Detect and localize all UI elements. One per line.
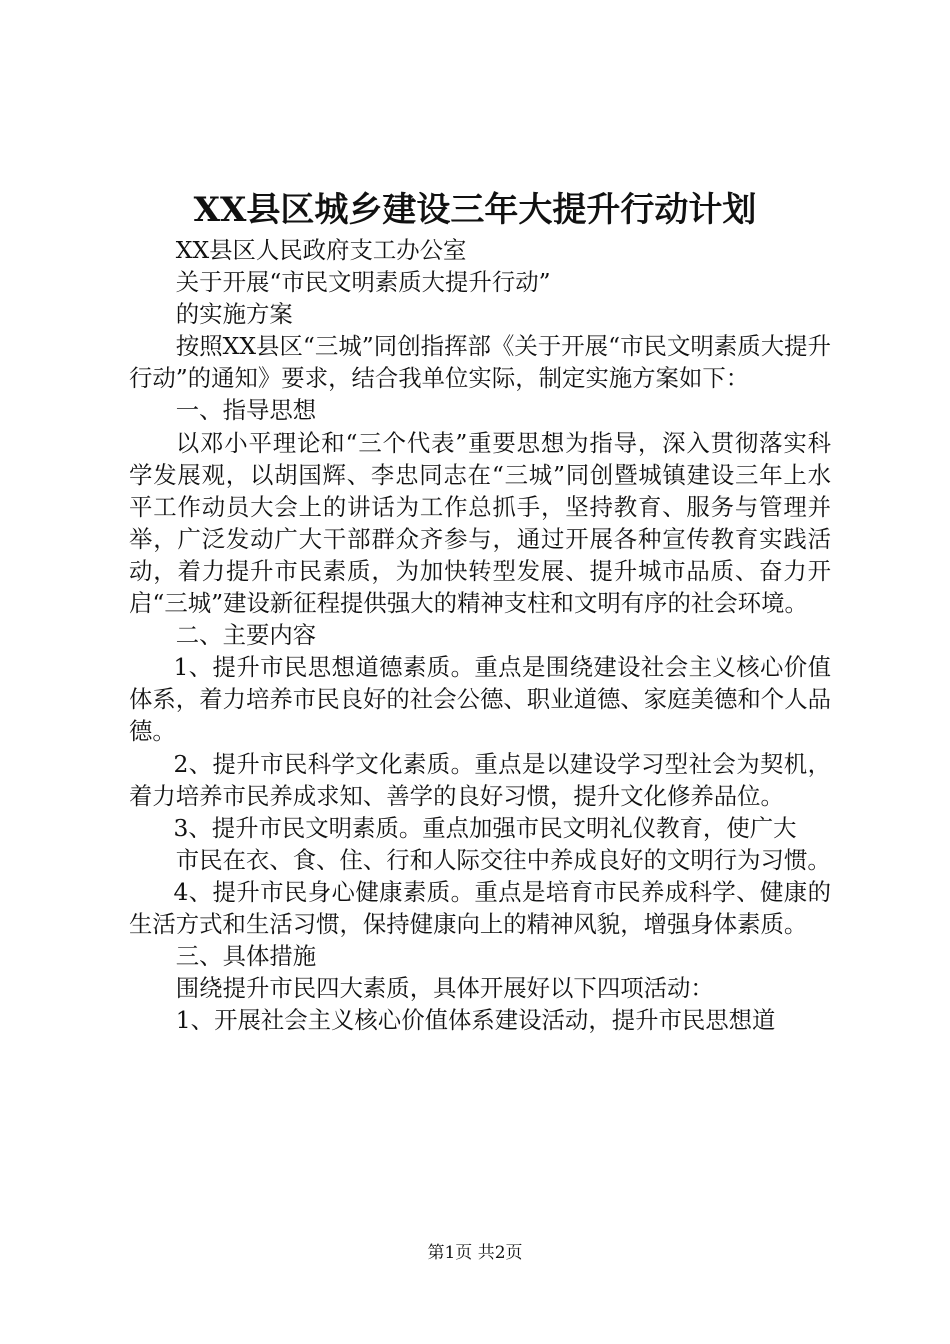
paragraph-item-4: 4、提升市民身心健康素质。重点是培育市民养成科学、健康的生活方式和生活习惯，保持健康向上的精神风貌，增强身体素质。 bbox=[129, 877, 831, 938]
paragraph-item-3: 3、提升市民文明素质。重点加强市民文明礼仪教育，使广大 bbox=[173, 813, 797, 842]
document-body bbox=[129, 234, 831, 1036]
paragraph-item-1: 1、提升市民思想道德素质。重点是围绕建设社会主义核心价值体系，着力培养市民良好的社会公德、职业道德、家庭美德和个人品德。 bbox=[129, 653, 831, 746]
paragraph-plan-label: 的实施方案 bbox=[175, 300, 293, 329]
section-heading-measures: 三、具体措施 bbox=[175, 942, 317, 971]
page-number-footer: 第1页 共2页 bbox=[427, 1243, 523, 1263]
paragraph-item-3-continued: 市民在衣、食、住、行和人际交往中养成良好的文明行为习惯。 bbox=[175, 845, 831, 874]
paragraph-measures-intro: 围绕提升市民四大素质，具体开展好以下四项活动： bbox=[175, 974, 714, 1003]
paragraph-office: XX县区人民政府支工办公室 bbox=[175, 236, 467, 264]
document-title: XX县区城乡建设三年大提升行动计划 bbox=[193, 190, 757, 230]
section-heading-main-content: 二、主要内容 bbox=[175, 621, 317, 650]
paragraph-subject: 关于开展“市民文明素质大提升行动” bbox=[175, 268, 551, 297]
section-heading-guiding-thought: 一、指导思想 bbox=[175, 396, 317, 425]
paragraph-guiding-thought: 以邓小平理论和“三个代表”重要思想为指导，深入贯彻落实科学发展观，以胡国辉、李忠同志在“三城”同创暨城镇建设三年上水平工作动员大会上的讲话为工作总抓手，坚持教育、服务与管理并举，广泛发动广大干部群众齐参与，通过开展各种宣传教育实践活动，着力提升市民素质，为加快转型发展、提升城市品质、奋力开启“三城”建设新征程提供强大的精神支柱和文明有序的社会环境。 bbox=[129, 428, 831, 618]
paragraph-intro: 按照XX县区“三城”同创指挥部《关于开展“市民文明素质大提升行动”的通知》要求，结合我单位实际，制定实施方案如下： bbox=[129, 332, 831, 393]
paragraph-item-2: 2、提升市民科学文化素质。重点是以建设学习型社会为契机，着力培养市民养成求知、善学的良好习惯，提升文化修养品位。 bbox=[129, 749, 831, 810]
paragraph-measure-1: 1、开展社会主义核心价值体系建设活动，提升市民思想道 bbox=[175, 1006, 776, 1035]
